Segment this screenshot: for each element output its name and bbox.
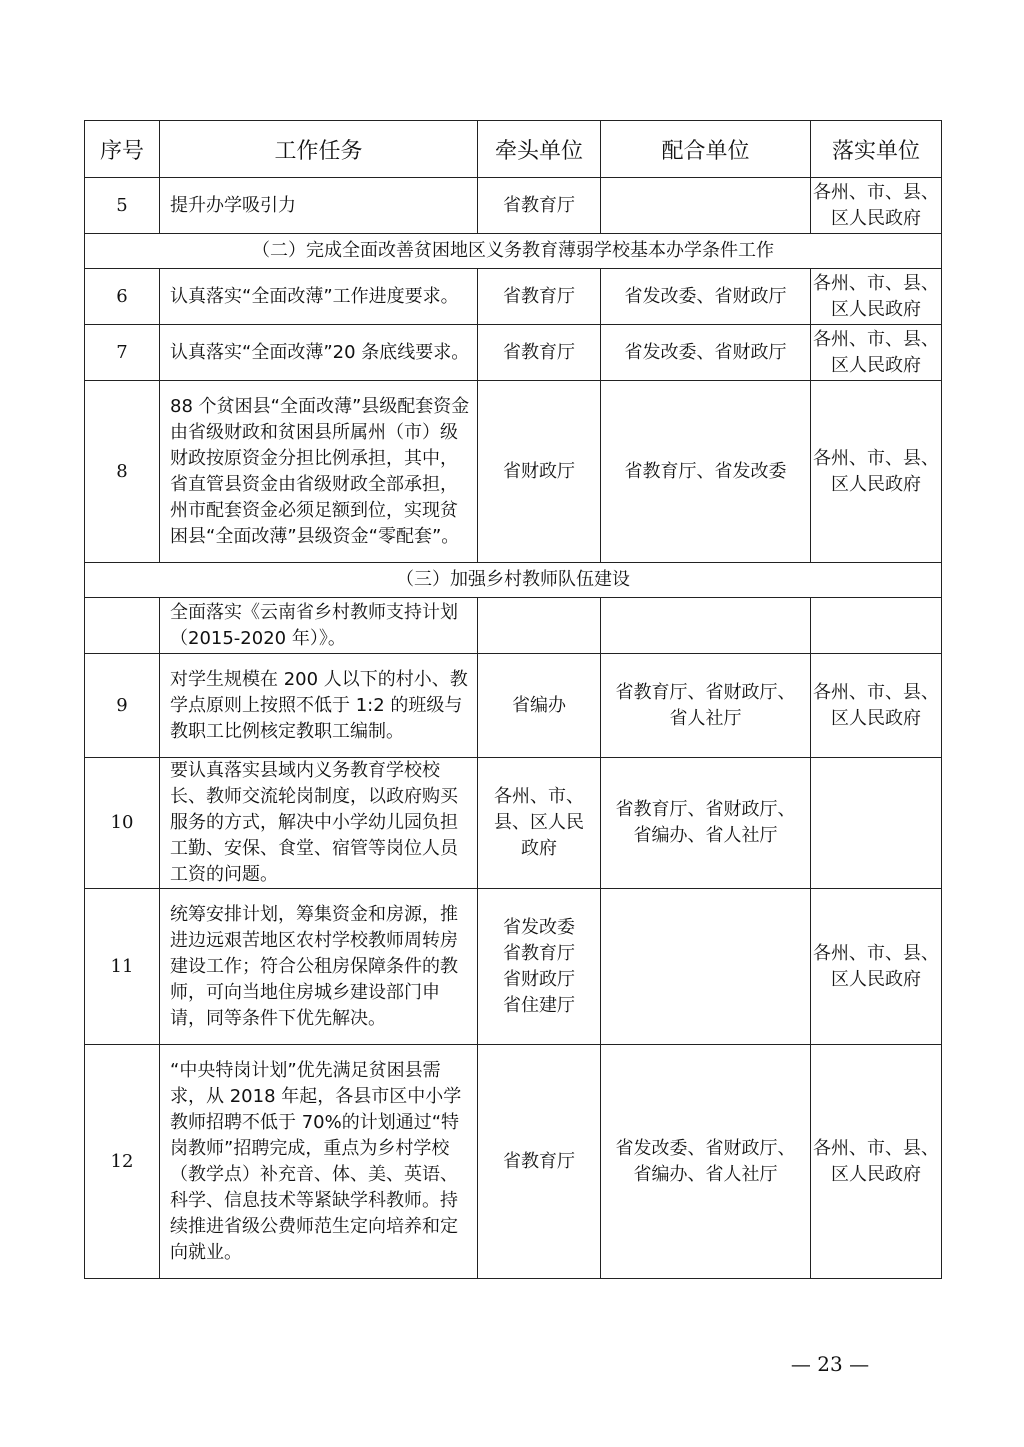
row-lead: 省教育厅 [478,178,601,234]
row-coop: 省发改委、省财政厅 [601,325,811,381]
header-no: 序号 [85,121,160,178]
row-impl [811,758,942,889]
row-lead: 省教育厅 [478,269,601,325]
header-task: 工作任务 [160,121,478,178]
row-impl: 各州、市、县、 区人民政府 [811,269,942,325]
table-row [85,889,942,1045]
row-lead: 各州、市、 县、区人民 政府 [478,758,601,889]
row-impl: 各州、市、县、 区人民政府 [811,178,942,234]
row-no [85,598,160,654]
row-impl: 各州、市、县、 区人民政府 [811,381,942,563]
section-title: （三）加强乡村教师队伍建设 [85,563,942,598]
row-no: 11 [85,889,160,1045]
row-lead: 省编办 [478,654,601,758]
table-row [85,269,942,325]
header-coop: 配合单位 [601,121,811,178]
task-table [84,120,942,1279]
row-impl: 各州、市、县、 区人民政府 [811,325,942,381]
header-lead: 牵头单位 [478,121,601,178]
row-task: “中央特岗计划”优先满足贫困县需求，从 2018 年起，各县市区中小学教师招聘不低于 70%的计划通过“特岗教师”招聘完成，重点为乡村学校（教学点）补充音、体、美、英语、科学、信息技术等紧缺学科教师。持续推进省级公费师范生定向培养和定向就业。 [160,1045,478,1279]
row-coop [601,178,811,234]
row-coop [601,889,811,1045]
table-row [85,758,942,889]
row-lead: 省教育厅 [478,325,601,381]
row-task: 对学生规模在 200 人以下的村小、教学点原则上按照不低于 1:2 的班级与教职工比例核定教职工编制。 [160,654,478,758]
row-no: 7 [85,325,160,381]
row-task: 88 个贫困县“全面改薄”县级配套资金由省级财政和贫困县所属州（市）级财政按原资金分担比例承担，其中，省直管县资金由省级财政全部承担，州市配套资金必须足额到位，实现贫困县“全面改薄”县级资金“零配套”。 [160,381,478,563]
table-row [85,325,942,381]
row-coop: 省发改委、省财政厅、 省编办、省人社厅 [601,1045,811,1279]
row-task: 全面落实《云南省乡村教师支持计划（2015-2020 年）》。 [160,598,478,654]
row-task: 统筹安排计划，筹集资金和房源，推进边远艰苦地区农村学校教师周转房建设工作；符合公租房保障条件的教师，可向当地住房城乡建设部门申请，同等条件下优先解决。 [160,889,478,1045]
header-impl: 落实单位 [811,121,942,178]
row-no: 6 [85,269,160,325]
row-coop: 省教育厅、省财政厅、 省编办、省人社厅 [601,758,811,889]
row-impl [811,598,942,654]
row-task: 认真落实“全面改薄”20 条底线要求。 [160,325,478,381]
table-row [85,178,942,234]
row-coop [601,598,811,654]
row-no: 10 [85,758,160,889]
table-row [85,654,942,758]
table-row [85,1045,942,1279]
row-lead [478,598,601,654]
table-row [85,381,942,563]
row-lead: 省教育厅 [478,1045,601,1279]
row-coop: 省教育厅、省财政厅、 省人社厅 [601,654,811,758]
row-task: 要认真落实县域内义务教育学校校长、教师交流轮岗制度，以政府购买服务的方式，解决中小学幼儿园负担工勤、安保、食堂、宿管等岗位人员工资的问题。 [160,758,478,889]
section-row [85,563,942,598]
row-impl: 各州、市、县、 区人民政府 [811,654,942,758]
table-header-row [85,121,942,178]
row-no: 5 [85,178,160,234]
row-task: 提升办学吸引力 [160,178,478,234]
section-title: （二）完成全面改善贫困地区义务教育薄弱学校基本办学条件工作 [85,234,942,269]
row-no: 8 [85,381,160,563]
row-lead: 省发改委 省教育厅 省财政厅 省住建厅 [478,889,601,1045]
row-coop: 省教育厅、省发改委 [601,381,811,563]
row-impl: 各州、市、县、 区人民政府 [811,1045,942,1279]
row-no: 9 [85,654,160,758]
row-impl: 各州、市、县、 区人民政府 [811,889,942,1045]
table-row [85,598,942,654]
row-coop: 省发改委、省财政厅 [601,269,811,325]
section-row [85,234,942,269]
row-lead: 省财政厅 [478,381,601,563]
row-no: 12 [85,1045,160,1279]
row-task: 认真落实“全面改薄”工作进度要求。 [160,269,478,325]
page-number: — 23 — [790,1352,870,1376]
